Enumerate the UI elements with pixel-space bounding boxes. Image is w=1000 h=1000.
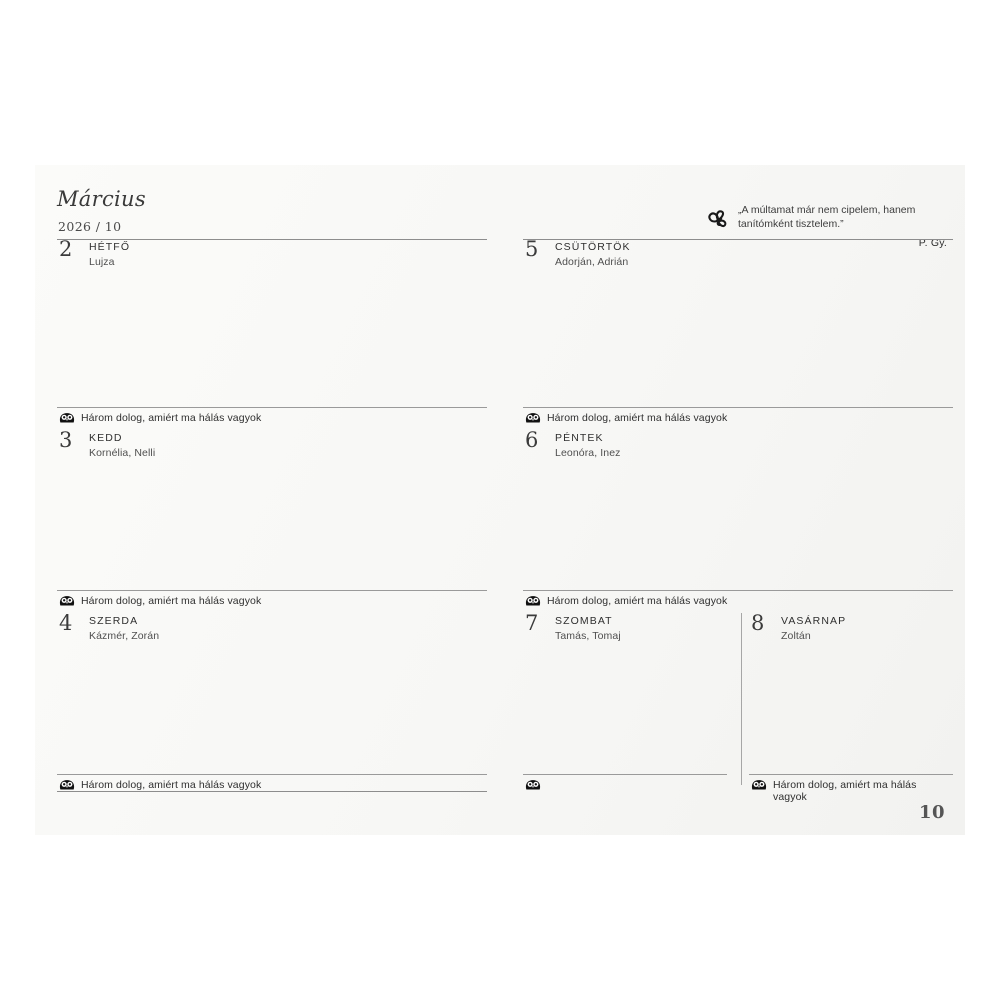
day-number: 7 [525,611,539,635]
day-number: 6 [525,428,539,452]
day-block[interactable] [523,613,727,797]
day-header [57,613,487,649]
owl-icon [58,593,76,609]
day-block[interactable] [523,430,953,590]
day-nameday: Zoltán [781,630,811,642]
day-weekday: VASÁRNAP [781,615,847,627]
day-number: 8 [751,611,765,635]
day-weekday: SZOMBAT [555,615,613,627]
day-block[interactable] [57,430,487,590]
day-nameday: Lujza [89,256,115,268]
day-weekday: HÉTFŐ [89,241,131,253]
day-header [523,239,953,275]
gratitude-label: Három dolog, amiért ma hálás vagyok [773,779,917,803]
owl-icon [58,410,76,426]
quote-text: „A múltamat már nem cipelem, hanem tanítómként tisztelem.” [738,204,916,231]
weekend-divider [741,613,742,785]
day-header [749,613,953,649]
day-number: 5 [525,237,539,261]
day-weekday: KEDD [89,432,123,444]
gratitude-label: Három dolog, amiért ma hálás vagyok [81,595,262,607]
day-number: 3 [59,428,73,452]
day-number: 4 [59,611,73,635]
day-header [523,613,727,649]
gratitude-row[interactable] [57,775,487,797]
quote-author: P. Gy. [918,237,947,250]
day-header [57,430,487,466]
gratitude-row[interactable] [523,408,953,430]
day-nameday: Adorján, Adrián [555,256,629,268]
gratitude-row[interactable] [57,591,487,613]
day-writing-area[interactable] [749,649,953,774]
day-block[interactable] [749,611,953,803]
page-title: Március [57,187,146,211]
right-column [523,237,953,803]
gratitude-row[interactable] [57,408,487,430]
gratitude-label: Három dolog, amiért ma hálás vagyok [81,779,262,791]
day-nameday: Leonóra, Inez [555,447,621,459]
day-header [57,239,487,275]
diary-page [35,165,965,835]
day-nameday: Kázmér, Zorán [89,630,160,642]
gratitude-row[interactable] [523,591,953,613]
bottom-rule [57,791,487,792]
day-weekday: PÉNTEK [555,432,604,444]
owl-icon [524,410,542,426]
day-weekday: CSÜTÖRTÖK [555,241,631,253]
gratitude-label: Három dolog, amiért ma hálás vagyok [547,412,728,424]
day-weekday: SZERDA [89,615,139,627]
year-week-label: 2026 / 10 [58,219,122,234]
owl-icon [524,777,542,793]
triskelion-icon [702,204,734,236]
owl-icon [750,777,768,793]
day-block[interactable] [57,239,487,407]
gratitude-row[interactable] [523,775,727,797]
day-writing-area[interactable] [523,649,727,774]
day-block[interactable] [523,239,953,407]
weekend-block [523,611,953,803]
day-nameday: Kornélia, Nelli [89,447,156,459]
day-number: 2 [59,237,73,261]
gratitude-label: Három dolog, amiért ma hálás vagyok [81,412,262,424]
owl-icon [524,593,542,609]
left-column [57,239,487,797]
page-number: 10 [918,802,945,823]
day-block[interactable] [57,613,487,774]
gratitude-row[interactable] [749,775,953,803]
day-nameday: Tamás, Tomaj [555,630,621,642]
day-header [523,430,953,466]
gratitude-label: Három dolog, amiért ma hálás vagyok [547,595,728,607]
